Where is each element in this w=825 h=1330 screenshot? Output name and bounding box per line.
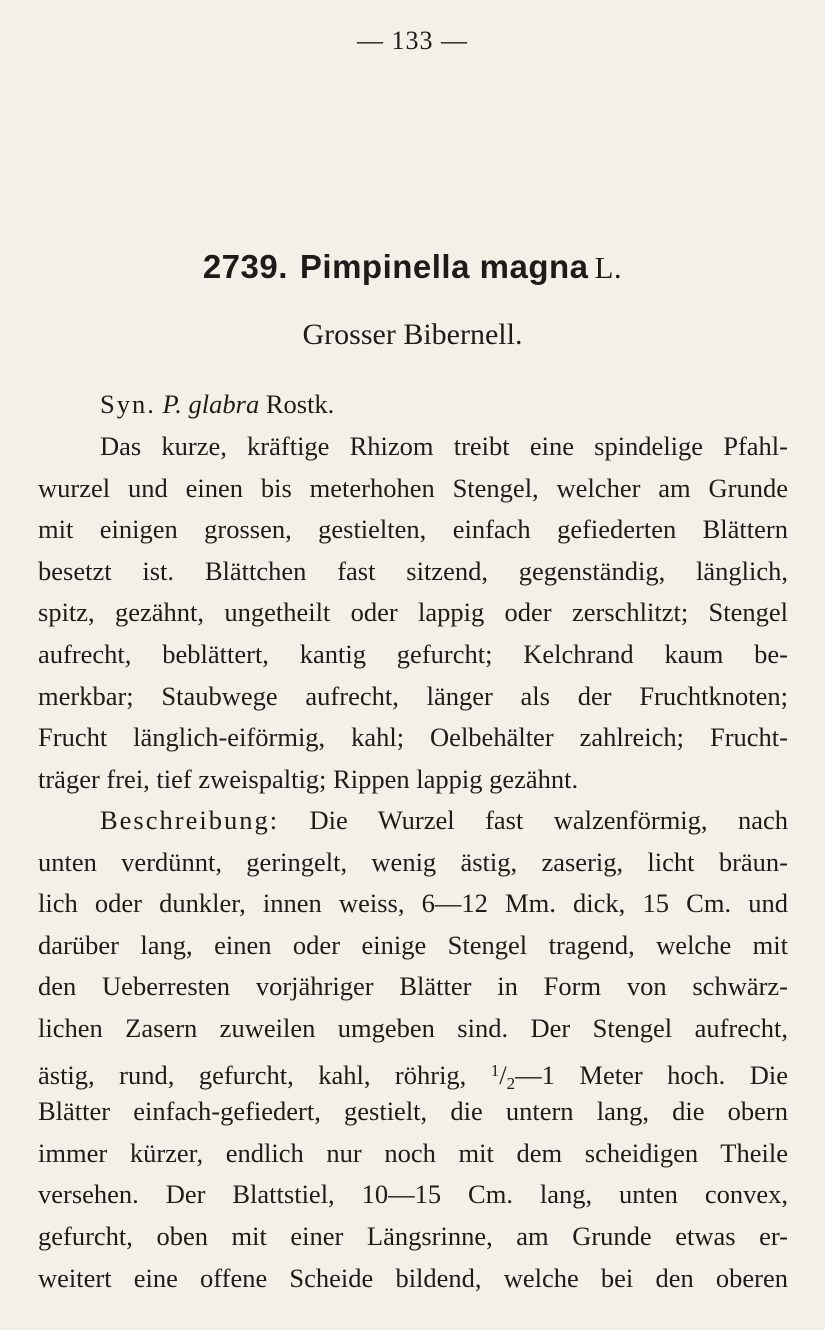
description-label: Beschreibung: (100, 805, 280, 835)
species-author: L. (594, 250, 623, 285)
synonym-name: P. glabra (162, 389, 260, 419)
fraction-denominator: 2 (506, 1073, 516, 1093)
text-line: weitert eine offene Scheide bildend, welche bei den oberen (38, 1262, 788, 1293)
common-name: Grosser Bibernell. (302, 318, 523, 351)
synonym-author: Rostk. (265, 389, 335, 419)
text-line: lich oder dunkler, innen weiss, 6—12 Mm. dick, 15 Cm. und (38, 888, 788, 919)
text-line: Frucht länglich-eiförmig, kahl; Oelbehälter zahlreich; Frucht- (38, 722, 788, 753)
synonym-label: Syn. (100, 389, 156, 419)
text-line: mit einigen grossen, gestielten, einfach gefiederten Blättern (38, 514, 788, 545)
text-line: darüber lang, einen oder einige Stengel tragend, welche mit (38, 929, 788, 960)
diagnosis-paragraph (38, 426, 788, 800)
text-line: Beschreibung: Die Wurzel fast walzenförmig, nach (100, 805, 788, 835)
synonym-line (100, 384, 334, 426)
text-line: ästig, rund, gefurcht, kahl, röhrig, $^1$/2—1 Meter hoch. Die (38, 1059, 789, 1093)
text-line: Das kurze, kräftige Rhizom treibt eine spindelige Pfahl- (100, 431, 788, 461)
text-line: unten verdünnt, geringelt, wenig ästig, zaserig, licht bräun- (38, 846, 788, 877)
page-number: — 133 — (357, 26, 468, 55)
text-line: immer kürzer, endlich nur noch mit dem scheidigen Theile (38, 1137, 788, 1168)
description-paragraph (38, 800, 788, 1299)
text-line: besetzt ist. Blättchen fast sitzend, gegenständig, länglich, (38, 555, 788, 586)
text-line: wurzel und einen bis meterhohen Stengel, welcher am Grunde (38, 472, 788, 503)
text-line: spitz, gezähnt, ungetheilt oder lappig oder zerschlitzt; Stengel (38, 597, 788, 628)
text-line: Blätter einfach-gefiedert, gestielt, die untern lang, die obern (38, 1096, 788, 1127)
fraction-numerator: 1 (490, 1060, 500, 1080)
text-line: den Ueberresten vorjähriger Blätter in Form von schwärz- (38, 971, 788, 1002)
species-name: Pimpinella magna (299, 248, 589, 285)
text-line: gefurcht, oben mit einer Längsrinne, am Grunde etwas er- (38, 1220, 788, 1251)
text-line: lichen Zasern zuweilen umgeben sind. Der Stengel aufrecht, (38, 1012, 788, 1043)
species-number: 2739. (202, 248, 288, 285)
text-line: merkbar; Staubwege aufrecht, länger als der Fruchtknoten; (38, 680, 788, 711)
species-heading (0, 248, 825, 286)
text-line: versehen. Der Blattstiel, 10—15 Cm. lang, unten convex, (38, 1179, 788, 1210)
text-line: träger frei, tief zweispaltig; Rippen lappig gezähnt. (38, 763, 579, 794)
text-line: aufrecht, beblättert, kantig gefurcht; Kelchrand kaum be- (38, 638, 788, 669)
